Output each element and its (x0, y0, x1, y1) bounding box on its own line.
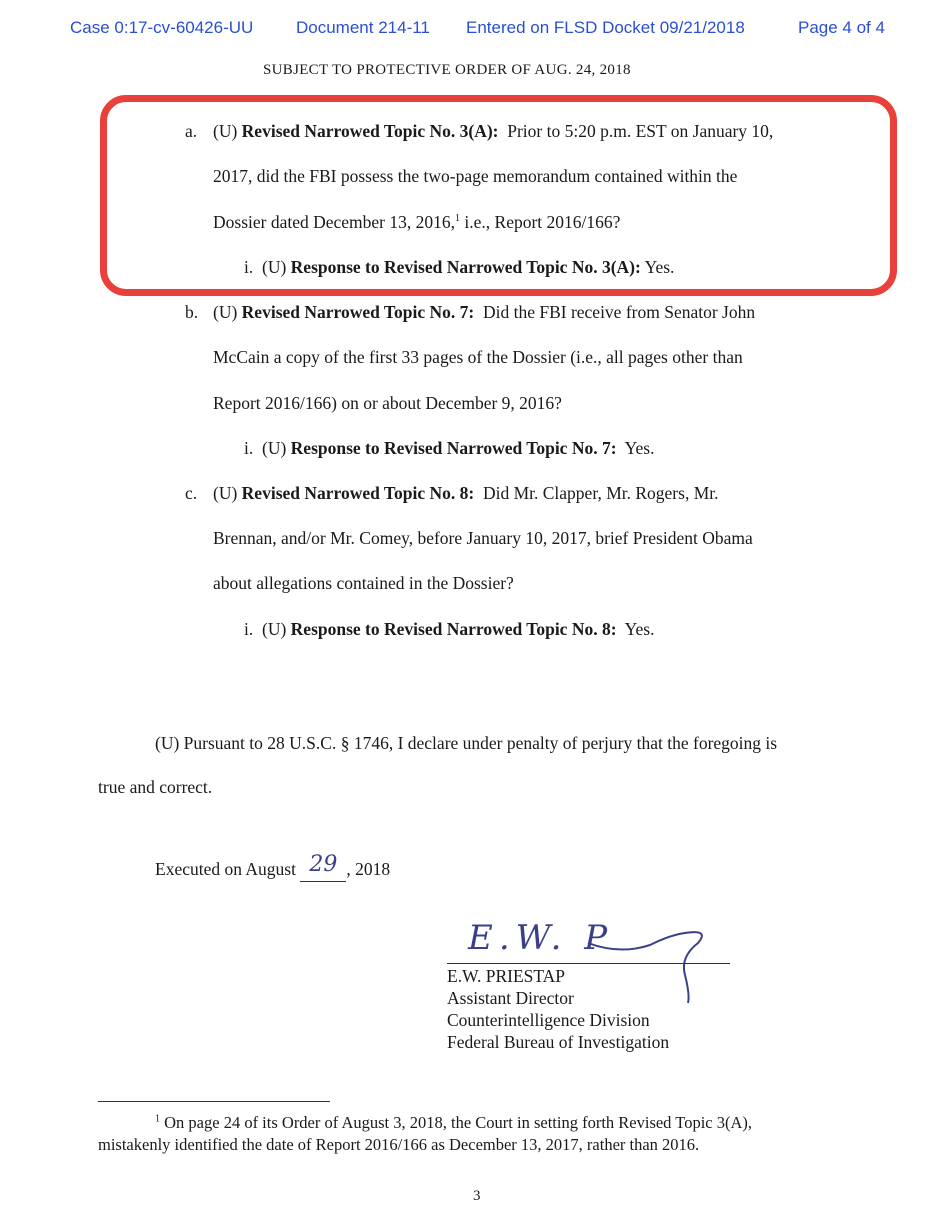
topic-b-line1: (U) Revised Narrowed Topic No. 7: Did the FBI receive from Senator John (213, 302, 756, 322)
topic-a-letter: a. (185, 121, 198, 141)
topic-b-letter: b. (185, 302, 199, 322)
topic-a-line3: Dossier dated December 13, 2016,$^1$ i.e., Report 2016/166? (213, 212, 621, 232)
protective-order-notice: SUBJECT TO PROTECTIVE ORDER OF AUG. 24, 2018 (263, 62, 631, 78)
document-number: Document 214-11 (296, 18, 430, 37)
topic-a-line1: (U) Revised Narrowed Topic No. 3(A): Prior to 5:20 p.m. EST on January 10, (213, 121, 774, 141)
signature-line (447, 963, 730, 964)
footnote-divider (98, 1101, 330, 1102)
case-number: Case 0:17-cv-60426-UU (70, 18, 254, 37)
declaration-line1: (U) Pursuant to 28 U.S.C. § 1746, I declare under penalty of perjury that the foregoing is (155, 733, 778, 753)
topic-c-letter: c. (185, 483, 198, 503)
footnote-ref: 1 (455, 213, 461, 225)
topic-a-response: i. (U) Response to Revised Narrowed Topic No. 3(A): Yes. (244, 257, 675, 277)
docket-entry: Entered on FLSD Docket 09/21/2018 (466, 18, 745, 37)
footnote-line1: $^1$ On page 24 of its Order of August 3, 2018, the Court in setting forth Revised Topic 3(A), (155, 1113, 753, 1132)
signer-division: Counterintelligence Division (447, 1010, 650, 1030)
topic-b-line2: McCain a copy of the first 33 pages of the Dossier (i.e., all pages other than (213, 347, 743, 367)
topic-c-answer: Yes. (624, 619, 655, 639)
signer-name: E.W. PRIESTAP (447, 966, 566, 986)
signature-scrawl: E.W. P (468, 918, 614, 958)
highlight-box (100, 95, 897, 296)
topic-b-response: i. (U) Response to Revised Narrowed Topic No. 7: Yes. (244, 438, 655, 458)
topic-c-line2: Brennan, and/or Mr. Comey, before January 10, 2017, brief President Obama (213, 528, 753, 548)
topic-b-heading: Revised Narrowed Topic No. 7: (241, 302, 475, 322)
topic-c-line1: (U) Revised Narrowed Topic No. 8: Did Mr. Clapper, Mr. Rogers, Mr. (213, 483, 719, 503)
signer-title: Assistant Director (447, 988, 574, 1008)
topic-c-response: i. (U) Response to Revised Narrowed Topic No. 8: Yes. (244, 619, 655, 639)
topic-a-answer: Yes. (644, 257, 675, 277)
topic-b-line3: Report 2016/166) on or about December 9, 2016? (213, 393, 562, 413)
handwritten-day: 29 (309, 852, 338, 877)
topic-b-answer: Yes. (624, 438, 655, 458)
footnote-line2: mistakenly identified the date of Report 2016/166 as December 13, 2017, rather than 2016. (98, 1135, 700, 1154)
declaration-line2: true and correct. (98, 777, 213, 797)
page-indicator: Page 4 of 4 (798, 18, 885, 37)
topic-c-heading: Revised Narrowed Topic No. 8: (241, 483, 475, 503)
page-number: 3 (473, 1188, 481, 1204)
signer-agency: Federal Bureau of Investigation (447, 1032, 670, 1052)
topic-a-line2: 2017, did the FBI possess the two-page memorandum contained within the (213, 166, 738, 186)
topic-c-line3: about allegations contained in the Dossier? (213, 573, 514, 593)
topic-a-heading: Revised Narrowed Topic No. 3(A): (241, 121, 499, 141)
execution-date: Executed on August 29 , 2018 (155, 856, 390, 882)
